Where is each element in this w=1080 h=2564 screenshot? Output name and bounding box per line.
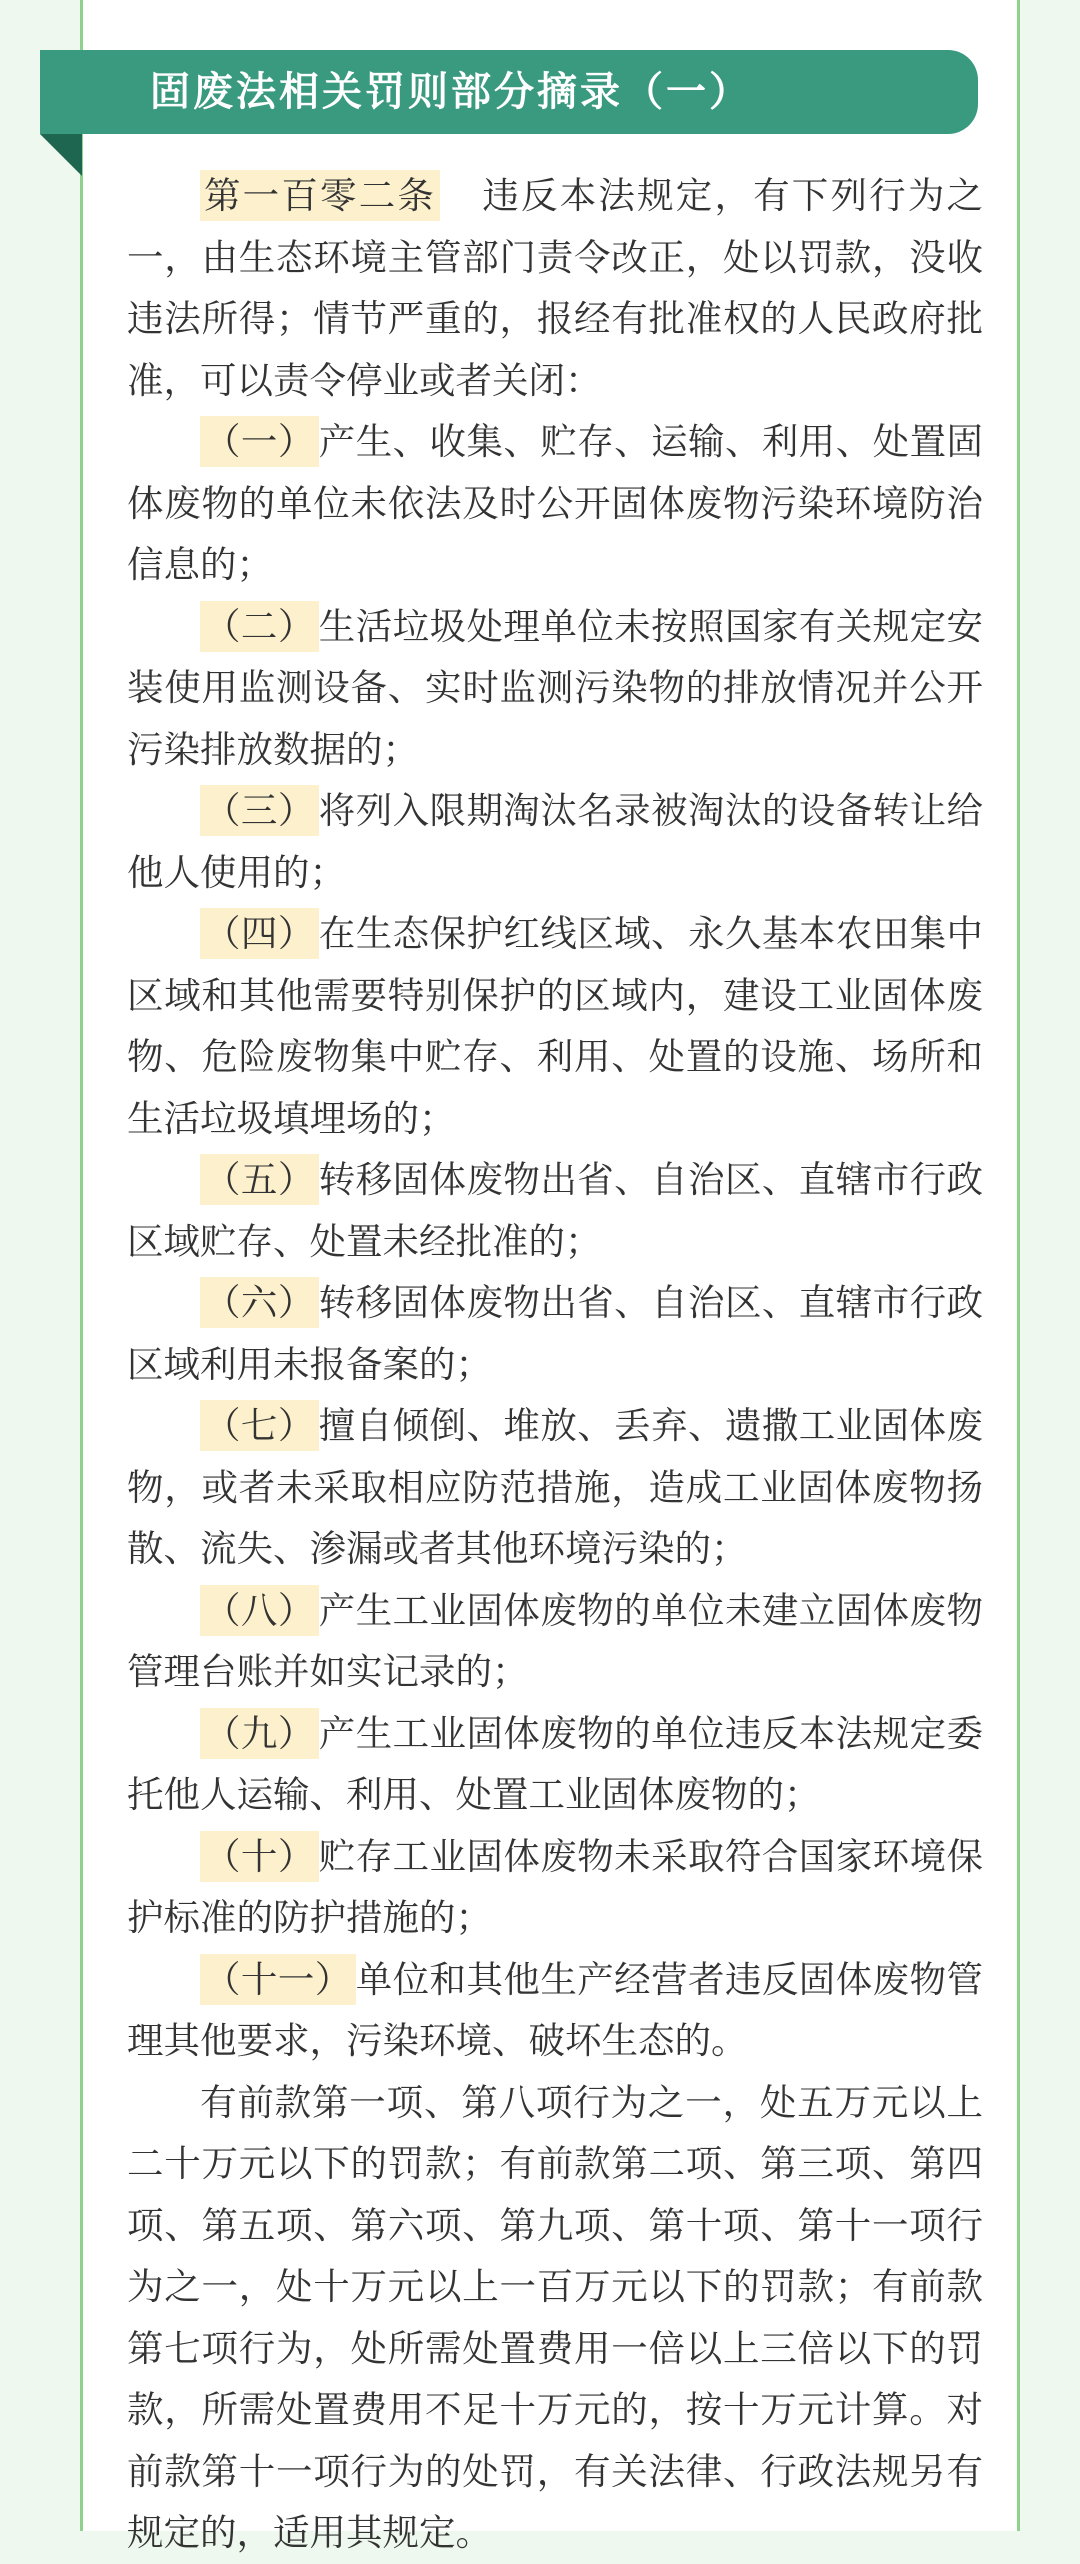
item-text: 在生态保护红线区域、永久基本农田集中区域和其他需要特别保护的区域内，建设工业固体废物、危险废物集中贮存、利用、处置的设施、场所和生活垃圾填埋场的； bbox=[127, 912, 984, 1140]
list-item bbox=[127, 1272, 983, 1395]
item-text: 转移固体废物出省、自治区、直辖市行政区域贮存、处置未经批准的； bbox=[127, 1158, 984, 1263]
list-item bbox=[127, 1149, 983, 1272]
list-item bbox=[127, 411, 983, 596]
header-ribbon-fold bbox=[40, 134, 82, 176]
item-number: （七） bbox=[200, 1400, 319, 1451]
item-number: （四） bbox=[200, 908, 319, 959]
article-number: 第一百零二条 bbox=[200, 170, 440, 221]
list-item bbox=[127, 1826, 983, 1949]
item-text: 产生、收集、贮存、运输、利用、处置固体废物的单位未依法及时公开固体废物污染环境防治信息的； bbox=[127, 420, 984, 586]
article-paragraph bbox=[127, 165, 983, 411]
item-text: 将列入限期淘汰名录被淘汰的设备转让给他人使用的； bbox=[127, 789, 984, 894]
item-number: （一） bbox=[200, 416, 319, 467]
item-text: 产生工业固体废物的单位违反本法规定委托他人运输、利用、处置工业固体废物的； bbox=[127, 1711, 984, 1816]
article-text: 违反本法规定，有下列行为之一，由生态环境主管部门责令改正，处以罚款，没收违法所得；情节严重的，报经有批准权的人民政府批准，可以责令停业或者关闭： bbox=[127, 174, 984, 402]
article-body bbox=[127, 165, 983, 2564]
item-text: 产生工业固体废物的单位未建立固体废物管理台账并如实记录的； bbox=[127, 1588, 984, 1693]
section-header bbox=[40, 50, 978, 134]
item-text: 生活垃圾处理单位未按照国家有关规定安装使用监测设备、实时监测污染物的排放情况并公开污染排放数据的； bbox=[127, 604, 984, 771]
item-text: 转移固体废物出省、自治区、直辖市行政区域利用未报备案的； bbox=[127, 1281, 984, 1386]
item-text: 贮存工业固体废物未采取符合国家环境保护标准的防护措施的； bbox=[127, 1834, 984, 1939]
item-text: 单位和其他生产经营者违反固体废物管理其他要求，污染环境、破坏生态的。 bbox=[127, 1957, 984, 2062]
item-number: （十） bbox=[200, 1831, 319, 1882]
list-item bbox=[127, 1949, 983, 2072]
list-item bbox=[127, 780, 983, 903]
item-number: （六） bbox=[200, 1277, 319, 1328]
list-item bbox=[127, 596, 983, 781]
section-title: 固废法相关罚则部分摘录（一） bbox=[150, 69, 752, 115]
list-item bbox=[127, 903, 983, 1149]
item-text: 擅自倾倒、堆放、丢弃、遗撒工业固体废物，或者未采取相应防范措施，造成工业固体废物扬散、流失、渗漏或者其他环境污染的； bbox=[127, 1404, 984, 1570]
item-number: （二） bbox=[200, 601, 319, 652]
item-number: （十一） bbox=[200, 1954, 356, 2005]
item-number: （五） bbox=[200, 1154, 319, 1205]
item-number: （八） bbox=[200, 1585, 319, 1636]
item-number: （九） bbox=[200, 1708, 319, 1759]
closing-paragraph: 有前款第一项、第八项行为之一，处五万元以上二十万元以下的罚款；有前款第二项、第三项、第四项、第五项、第六项、第九项、第十项、第十一项行为之一，处十万元以上一百万元以下的罚款；有前款第七项行为，处所需处置费用一倍以上三倍以下的罚款，所需处置费用不足十万元的，按十万元计算。对前款第十一项行为的处罚，有关法律、行政法规另有规定的，适用其规定。 bbox=[127, 2080, 983, 2554]
item-number: （三） bbox=[200, 785, 319, 836]
list-item bbox=[127, 1703, 983, 1826]
list-item bbox=[127, 1580, 983, 1703]
list-item bbox=[127, 1395, 983, 1580]
